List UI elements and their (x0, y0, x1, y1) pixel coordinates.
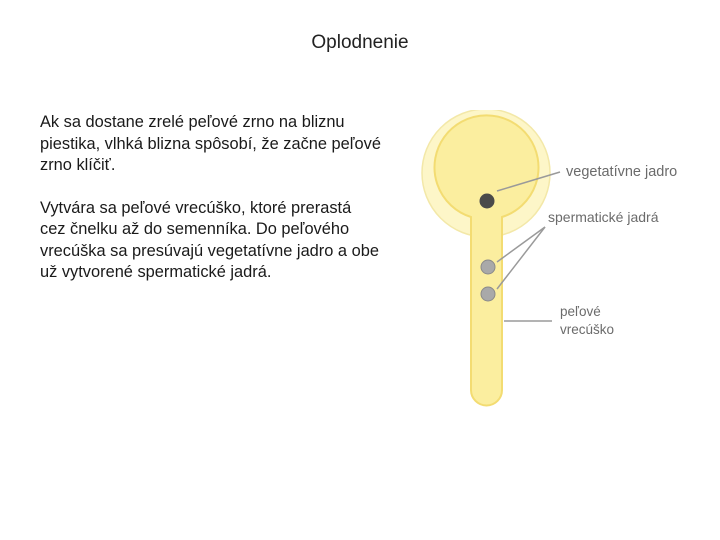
sperm-nucleus-1 (481, 260, 495, 274)
pollen-tube-svg (420, 110, 710, 420)
paragraph-germination: Ak sa dostane zrelé peľové zrno na bliznu piestika, vlhká blizna spôsobí, že začne peľové zrno klíčiť. (40, 113, 381, 174)
slide-title: Oplodnenie (311, 32, 409, 53)
sperm-nucleus-2 (481, 287, 495, 301)
label-sperm-nuclei: spermatické jadrá (548, 209, 659, 225)
vegetative-nucleus (480, 194, 495, 209)
pollen-tube-diagram (420, 110, 710, 420)
pointer-sperm-2 (497, 227, 545, 289)
slide-body (40, 112, 430, 305)
paragraph-pollen-tube: Vytvára sa peľové vrecúško, ktoré prerastá cez čnelku až do semenníka. Do peľového vrecúška sa presúvajú vegetatívne jadro a obe už vytvorené spermatické jadrá. (40, 198, 379, 281)
label-pollen-tube-2: vrecúško (560, 322, 615, 337)
label-pollen-tube-1: peľové (560, 304, 601, 319)
label-vegetative-nucleus: vegetatívne jadro (566, 164, 678, 180)
